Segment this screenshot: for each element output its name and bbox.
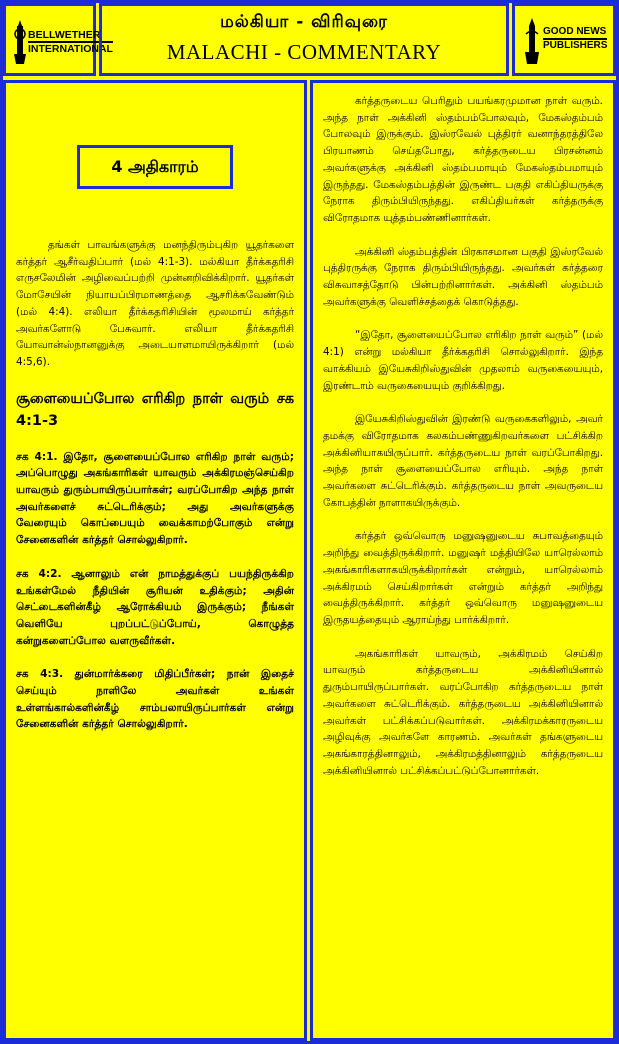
commentary-paragraph: கர்த்தருடைய பெரிதும் பயங்கரமுமான நாள் வரும். அந்த நாள் அக்கினி ஸ்தம்பம்போலவும், மேகஸ்தம்பம் போலவும் இருக்கும். இஸ்ரவேல் புத்திரர் வனாந்தரத்திலே பிரயாணம் செய்தபோது, கர்த்தருடைய பிரசன்னம் அவர்களுக்கு அக்கினி ஸ்தம்பமாயும் மேகஸ்தம்பமாயும் இருந்தது. மேகஸ்தம்பத்தின் இருண்ட பகுதி எகிப்தியருக்கு நேராக திரும்பியிருந்தது. எகிப்தியர்கள் கர்த்தருக்கு விரோதமாக யுத்தம்பண்ணினார்கள். bbox=[323, 95, 603, 224]
logo-line-2: PUBLISHERS bbox=[543, 40, 608, 51]
commentary-paragraph: அக்கினி ஸ்தம்பத்தின் பிரகாசமான பகுதி இஸ்ரவேல் புத்திரருக்கு நேராக திரும்பியிருந்தது. அவர்கள் கர்த்தரை விசுவாசத்தோடு பின்பற்றினார்கள். அக்கினி ஸ்தம்பம் அவர்களுக்கு வெளிச்சத்தைக் கொடுத்தது. bbox=[323, 245, 603, 308]
logo-line-2: INTERNATIONAL bbox=[28, 43, 113, 55]
title-english: MALACHI - COMMENTARY bbox=[166, 40, 442, 64]
intro-paragraph: தங்கள் பாவங்களுக்கு மனந்திரும்புகிற யூதர்களை கர்த்தர் ஆசீர்வதிப்பார் (மல் 4:1-3). மல்கியா தீர்க்கதரிசி எருசலேமின் அழிவைப்பற்றி முன்னறிவிக்கிறார். யூதர்கள் மோசேயின் நியாயப்பிரமாணத்தை ஆசரிக்கவேண்டும் (மல் 4:4). எலியா தீர்க்கதரிசியின் மூலமாய் கர்த்தர் அவர்களோடு பேசுவார். எலியா தீர்க்கதரிசி யோவான்ஸ்நானனுக்கு அடையாளமாயிருக்கிறார் (மல் 4:5,6). bbox=[16, 239, 294, 368]
commentary-paragraph: அகங்காரிகள் யாவரும், அக்கிரமம் செய்கிற யாவரும் கர்த்தருடைய அக்கினியினால் துரும்பாயிருப்பார்கள். வரப்போகிற கர்த்தருடைய நாள் அவர்களை சுட்டெரிக்கும். கர்த்தருடைய அக்கினியினால் அவர்கள் பட்சிக்கப்படுவார்கள். அக்கிரமக்காரருடைய அழிவுக்கு அவர்களே காரணம். அவர்கள் தங்களுடைய அகங்காரத்தினாலும், அக்கிரமத்தினாலும் கர்த்தருடைய அக்கினியினால் பட்சிக்கப்பட்டுப்போனார்கள். bbox=[323, 647, 603, 777]
good-news-logo bbox=[512, 3, 616, 76]
verse-2: சக 4:2. ஆனாலும் என் நாமத்துக்குப் பயந்திருக்கிற உங்கள்மேல் நீதியின் சூரியன் உதிக்கும்; அதின் செட்டைகளின்கீழ் ஆரோக்கியம் இருக்கும்; நீங்கள் வெளியே புறப்பட்டுப்போய், கொழுத்த கன்றுகளைப்போல வளருவீர்கள். bbox=[16, 567, 294, 647]
commentary-paragraph: இயேசுகிறிஸ்துவின் இரண்டு வருகைகளிலும், அவர் தமக்கு விரோதமாக கலகம்பண்ணுகிறவர்களை பட்சிக்கிற அக்கினியாகயிருப்பார். கர்த்தருடைய நாள் வரப்போகிறது. அந்த நாள் சூளையைப்போல எரியும். அந்த நாள் அவர்களை சுட்டெரிக்கும். கர்த்தருடைய நாள் அவருடைய கோபத்தின் நாளாகயிருக்கும். bbox=[323, 413, 603, 509]
chapter-heading: 4 அதிகாரம் bbox=[77, 145, 233, 189]
title-tamil: மல்கியா - விரிவுரை bbox=[220, 12, 388, 32]
right-column bbox=[310, 80, 616, 1041]
sheep-icon bbox=[523, 18, 541, 64]
title-box bbox=[99, 3, 509, 76]
bellwether-logo bbox=[3, 3, 113, 76]
good-news-logo-text bbox=[543, 26, 607, 52]
verse-3: சக 4:3. துன்மார்க்கரை மிதிப்பீர்கள்; நான் இதைச் செய்யும் நாளிலே அவர்கள் உங்கள் உள்ளங்கால்களின்கீழ் சாம்பலாயிருப்பார்கள் என்று சேனைகளின் கர்த்தர் சொல்லுகிறார். bbox=[16, 668, 294, 731]
logo-line-1: BELLWETHER bbox=[28, 29, 113, 43]
ram-icon bbox=[12, 20, 28, 64]
commentary-paragraph: கர்த்தர் ஒவ்வொரு மனுஷனுடைய சுபாவத்தையும் அறிந்து வைத்திருக்கிறார். மனுஷர் மத்தியிலே யாரெல்லாம் அகங்காரிகளாகயிருக்கிறார்கள் என்றும், யாரெல்லாம் அக்கிரமம் செய்கிறார்கள் என்றும் கர்த்தர் அறிந்து வைத்திருக்கிறார். கர்த்தர் ஒவ்வொரு மனுஷனுடைய இருதயத்தையும் ஆராய்ந்து பார்க்கிறார். bbox=[323, 530, 603, 626]
logo-line-1: GOOD NEWS bbox=[543, 26, 607, 40]
section-title: சூளையைப்போல எரிகிற நாள் வரும் சக 4:1-3 bbox=[16, 390, 294, 429]
left-column bbox=[3, 80, 307, 1041]
page-header bbox=[0, 0, 619, 80]
verse-1: சக 4:1. இதோ, சூளையைப்போல எரிகிற நாள் வரும்; அப்பொழுது அகங்காரிகள் யாவரும் அக்கிரமஞ்செய்கிற யாவரும் துரும்பாயிருப்பார்கள்; வரப்போகிற அந்த நாள் அவர்களைச் சுட்டெரிக்கும்; அது அவர்களுக்கு வேரையும் கொப்பையும் வைக்காமற்போகும் என்று சேனைகளின் கர்த்தர் சொல்லுகிறார். bbox=[16, 450, 294, 547]
commentary-paragraph: “இதோ, சூளையைப்போல எரிகிற நாள் வரும்” (மல் 4:1) என்று மல்கியா தீர்க்கதரிசி சொல்லுகிறார். இந்த வாக்கியம் இயேசுகிறிஸ்துவின் முதலாம் வருகையையும், இரண்டாம் வருகையையும் குறிக்கிறது. bbox=[323, 329, 603, 392]
